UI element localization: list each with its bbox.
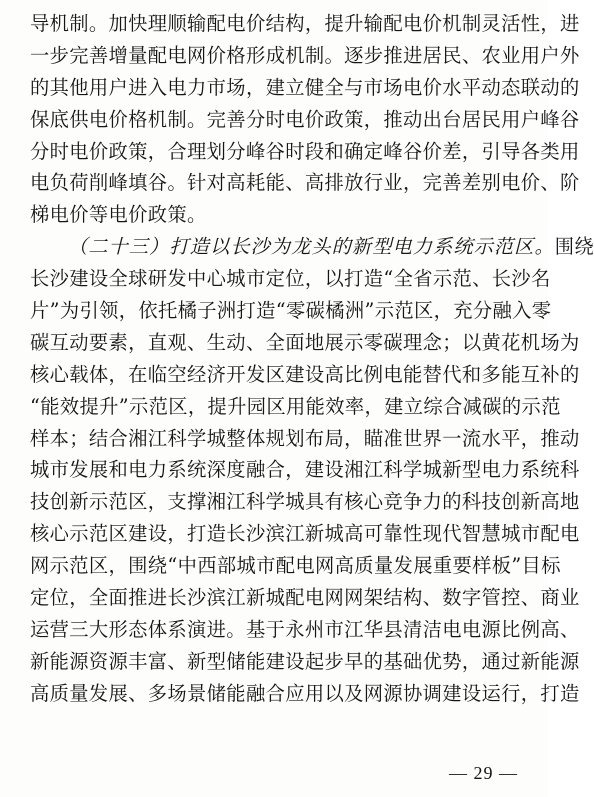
text-fragment: 围绕 <box>554 235 594 259</box>
text-line: 网示范区，围绕“中西部城市配电网高质量发展重要样板”目标 <box>30 554 561 578</box>
text-line: 长沙建设全球研发中心城市定位，以打造“全省示范、长沙名 <box>30 267 551 291</box>
text-line: 城市发展和电力系统深度融合，建设湘江科学城新型电力系统科 <box>30 458 580 482</box>
text-line: 新能源资源丰富、新型储能建设起步早的基础优势，通过新能源 <box>30 649 580 673</box>
text-line: 保底供电价格机制。完善分时电价政策，推动出台居民用户峰谷 <box>30 107 580 131</box>
text-line: 定位，全面推进长沙滨江新城配电网网架结构、数字管控、商业 <box>30 586 580 610</box>
text-line: 一步完善增量配电网价格形成机制。逐步推进居民、农业用户外 <box>30 43 580 67</box>
text-line: 样本；结合湘江科学城整体规划布局，瞄准世界一流水平，推动 <box>30 426 580 450</box>
text-line: 核心示范区建设，打造长沙滨江新城高可靠性现代智慧城市配电 <box>30 522 580 546</box>
text-line: “能效提升”示范区，提升园区用能效率，建立综合减碳的示范 <box>30 394 561 418</box>
section-heading-line <box>30 231 594 263</box>
text-line: 电负荷削峰填谷。针对高耗能、高排放行业，完善差别电价、阶 <box>30 171 580 195</box>
page-number: — 29 — <box>449 763 518 783</box>
text-line: 运营三大形态体系演进。基于永州市江华县清洁电电源比例高、 <box>30 617 580 641</box>
text-line: 分时电价政策，合理划分峰谷时段和确定峰谷价差，引导各类用 <box>30 139 580 163</box>
text-line: 导机制。加快理顺输配电价结构，提升输配电价机制灵活性，进 <box>30 12 580 35</box>
text-line: 核心载体，在临空经济开发区建设高比例电能替代和多能互补的 <box>30 362 580 386</box>
text-line: 片”为引领，依托橘子洲打造“零碳橘洲”示范区，充分融入零 <box>30 299 552 323</box>
body-text <box>30 8 594 710</box>
text-line: 碳互动要素，直观、生动、全面地展示零碳理念；以黄花机场为 <box>30 330 580 354</box>
text-line: 高质量发展、多场景储能融合应用以及网源协调建设运行，打造 <box>30 681 580 705</box>
text-line: 梯电价等电价政策。 <box>30 203 207 227</box>
section-heading: （二十三）打造以长沙为龙头的新型电力系统示范区。 <box>68 235 555 259</box>
text-line: 的其他用户进入电力市场，建立健全与市场电价水平动态联动的 <box>30 75 580 99</box>
text-line: 技创新示范区，支撑湘江科学城具有核心竞争力的科技创新高地 <box>30 490 580 514</box>
